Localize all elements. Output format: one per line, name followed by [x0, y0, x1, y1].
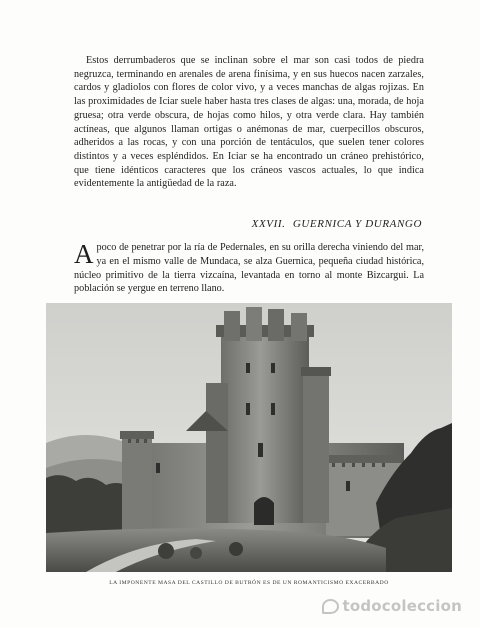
section-paragraph — [74, 241, 424, 296]
intro-paragraph: Estos derrumbaderos que se inclinan sobre el mar son casi todos de piedra negruzca, terminando en arenales de arena finísima, y en sus huecos nacen zarzales, cardos y gladiolos con flores de color vivo, y a veces manchas de algas rojizas. En las proximidades de Iciar suele haber hasta tres clases de algas: una, morada, de hoja gruesa; otra verde obscura, de hojas como hilos, y otra verde clara. Hay también actíneas, que algunos llaman ortigas o anémonas de mar, cuerpecillos obscuros, adheridos a las rocas, y con una porción de tentáculos, que suelen tener colores distintos y a veces espléndidos. En Iciar se ha encontrado un cráneo prehistórico, que tiene idénticos caracteres que los cráneos vascos actuales, lo que indica evidentemente la antigüedad de la raza. — [74, 55, 424, 190]
photo-caption: LA IMPONENTE MASA DEL CASTILLO DE BUTRÓN ES DE UN ROMANTICISMO EXACERBADO — [109, 580, 389, 586]
speech-bubble-icon — [322, 599, 339, 614]
section-paragraph-text: poco de penetrar por la ría de Pedernales, en su orilla derecha viniendo del mar, ya en el mismo valle de Mundaca, se alza Guernica, pequeña ciudad histórica, núcleo primitivo de la tierra vizcaína, levantada en torno al monte Bizcargui. La población se yergue en terreno llano. — [74, 242, 424, 295]
section-number: XXVII. — [251, 218, 286, 230]
drop-cap: A — [74, 239, 94, 269]
watermark-logo — [322, 597, 462, 615]
section-title: GUERNICA Y DURANGO — [292, 218, 422, 230]
castle-photo — [46, 303, 452, 572]
watermark-text: todocoleccion — [342, 597, 462, 615]
section-heading — [74, 218, 422, 230]
